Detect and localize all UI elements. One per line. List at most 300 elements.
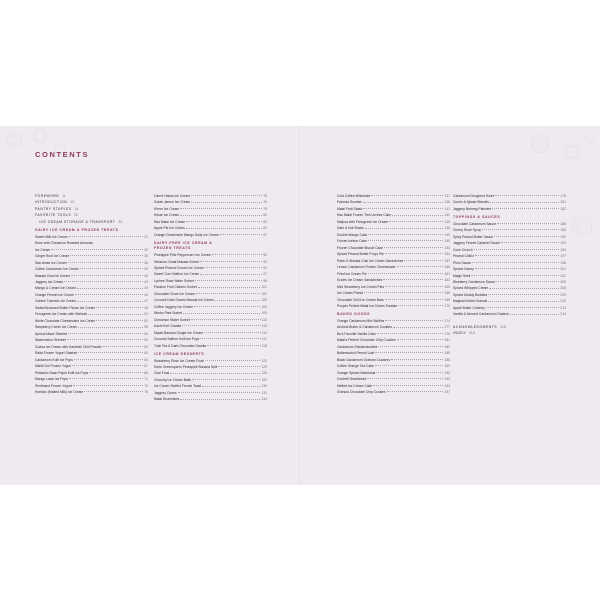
page-number: 60 [144, 344, 148, 349]
entry-title: Raita Frozen Yogurt Sherbet [35, 351, 78, 356]
page-number: 193 [560, 241, 566, 246]
dot-leader [195, 280, 262, 281]
page-number: 43 [144, 280, 148, 285]
entry-title: Cardamom Snickerdoodles [337, 344, 378, 349]
page-number: 193 [444, 377, 450, 382]
entry-title: Jaggery Fennel Caramel Sauce [453, 241, 501, 246]
entry-title: Granola Chocolate Chip Cookies [337, 389, 386, 394]
page-number: 98 [263, 278, 267, 283]
dot-leader [488, 301, 559, 302]
dot-leader [200, 338, 260, 339]
toc-column-1 [35, 193, 148, 395]
page-number: 75 [144, 389, 148, 394]
section-heading: TOPPINGS & SAUCES [453, 214, 501, 219]
toc-front-matter-entry[interactable] [453, 330, 566, 336]
entry-title: Mango & Cream Ice Cream [35, 286, 76, 291]
dot-leader [200, 261, 262, 262]
page-number: 137 [444, 194, 450, 198]
entry-title: Dorie Greenspan's Pineapple Banana Split [154, 364, 218, 369]
page-number: 189 [444, 364, 450, 369]
dot-leader [103, 346, 144, 347]
entry-title: Ras Malai Ice Cream [154, 219, 186, 224]
section-heading: DAIRY ICE CREAM & FROZEN TREATS [35, 227, 119, 232]
page-number: 213 [560, 305, 566, 310]
entry-title: Coffee Cardamom Ice Cream [35, 267, 79, 272]
entry-title: Maple Banana Ginger Ice Cream [154, 330, 203, 335]
dot-leader [391, 359, 443, 360]
entry-title: White Chocolate Cheesecake Ice Cream [35, 318, 96, 323]
page-number: 83 [263, 219, 267, 224]
dot-leader [385, 320, 443, 321]
page-number: 11 [62, 194, 66, 198]
entry-title: Spicy Peanut Butter Sauce [453, 234, 493, 239]
toc-entry[interactable] [154, 343, 267, 349]
dot-leader [80, 268, 144, 269]
page-number: 190 [560, 234, 566, 239]
page-number: 186 [560, 221, 566, 226]
page-number: 206 [560, 286, 566, 291]
page-number: 35 [144, 254, 148, 259]
dot-leader [471, 275, 559, 276]
page-number: 198 [560, 260, 566, 265]
page-number: 125 [261, 364, 267, 369]
entry-title: Eccles Ice Cream Sandwiches [337, 278, 383, 283]
entry-title: Gulab Jamun Ice Cream [154, 200, 191, 205]
page-number: 106 [261, 304, 267, 309]
entry-title: FAVORITE TOOLS [35, 213, 72, 218]
floral-ornament-top-left [2, 128, 72, 168]
page-number: 201 [560, 267, 566, 272]
entry-title: Butterscotch Fennel Loaf [337, 351, 375, 356]
page-number: 97 [263, 272, 267, 277]
page-number: 48 [144, 305, 148, 310]
entry-title: Carrot Halwa Ice Cream [154, 194, 190, 198]
dot-leader [212, 254, 262, 255]
entry-title: Sweet Milk Ice Cream [35, 234, 68, 239]
entry-title: Crunchy Ice Cream Balls [154, 377, 191, 382]
toc-entry[interactable] [154, 396, 267, 402]
page-number: 13 [70, 200, 74, 205]
page-number: 110 [261, 317, 267, 322]
dot-leader [67, 339, 144, 340]
page-number: 186 [444, 357, 450, 362]
page-number: 202 [560, 273, 566, 278]
dot-leader [204, 332, 261, 333]
dot-leader [475, 255, 560, 256]
dot-leader [74, 359, 143, 360]
dot-leader [375, 352, 443, 353]
dot-leader [496, 281, 559, 282]
entry-title: Cinnamon Water Sorbet [154, 317, 190, 322]
dot-leader [207, 345, 260, 346]
entry-title: Mishti Doi Frozen Yogurt [35, 364, 72, 369]
page-number: 20 [74, 213, 78, 218]
dot-leader [72, 365, 143, 366]
dot-leader [495, 195, 559, 196]
page-number: 182 [444, 344, 450, 349]
page-number: 113 [261, 324, 267, 329]
entry-title: Frozen Icebox Cake [337, 239, 367, 244]
page-number: 31 [144, 234, 148, 239]
dot-leader [486, 307, 560, 308]
dot-leader [389, 221, 443, 222]
dot-leader [73, 385, 143, 386]
toc-entry[interactable] [453, 206, 566, 212]
page-number: 181 [444, 338, 450, 343]
page-number: 117 [261, 337, 267, 342]
page-number: 94 [263, 266, 267, 271]
page-number: 80 [263, 213, 267, 218]
entry-title: Masala Chai Ice Cream [35, 273, 70, 278]
page-number: 210 [560, 299, 566, 304]
entry-title: Tulsi Tea & Dark Chocolate Granita [154, 343, 207, 348]
dot-leader [393, 327, 444, 328]
entry-title: Chocolate Chili Ice Cream Bars [337, 297, 384, 302]
page-number: 84 [263, 226, 267, 231]
dot-leader [69, 378, 143, 379]
section-heading: FROZEN TREATS [154, 246, 191, 251]
page-number: 157 [444, 258, 450, 263]
dot-leader [215, 300, 261, 301]
entry-title: Coconut Date Garam Masala Ice Cream [154, 298, 214, 303]
page-number: 36 [144, 260, 148, 265]
entry-title: Passion Fruit Cilantro Sorbet [154, 285, 197, 290]
page-number: 205 [560, 280, 566, 285]
dot-leader [170, 373, 260, 374]
page-number: 149 [444, 232, 450, 237]
page-number: 109 [261, 311, 267, 316]
dot-leader [218, 366, 260, 367]
entry-title: Spiced Muddy Buddies [453, 292, 488, 297]
entry-title: Salted Browned Butter Pecan Ice Cream [35, 305, 96, 310]
toc-column-3 [337, 193, 450, 395]
dot-leader [397, 339, 444, 340]
dot-leader [492, 208, 559, 209]
dot-leader [384, 247, 444, 248]
dot-leader [192, 379, 260, 380]
dot-leader [489, 288, 559, 289]
page-number: 79 [263, 206, 267, 211]
dot-leader [373, 385, 443, 386]
entry-title: Orange Fennel Ice Cream [35, 292, 74, 297]
floral-ornament-top-right [520, 130, 598, 174]
entry-title: Ice Cream Pheda [337, 291, 364, 296]
dot-leader [376, 372, 443, 373]
entry-title: Cherry Rose Syrup [453, 228, 482, 233]
page-number: 102 [261, 291, 267, 296]
entry-title: Chocolate Clove Ice Cream [154, 291, 195, 296]
dot-leader [191, 195, 262, 196]
page-number: 40 [144, 273, 148, 278]
toc-entry[interactable] [337, 303, 450, 309]
entry-title: Pineapple Pink Peppercorn Ice Cream [154, 253, 211, 258]
entry-title: Double Mango Cake [337, 232, 368, 237]
entry-title: Jaggery Nutmeg Palmiers [453, 206, 492, 211]
entry-title: Horlicks (Malted Milk) Ice Cream [35, 389, 84, 394]
entry-title: Fenugreek Ice Cream with Walnuts [35, 312, 88, 317]
page-number: 178 [560, 194, 566, 198]
dot-leader [78, 327, 143, 328]
dot-leader [200, 274, 262, 275]
page-number: 142 [444, 213, 450, 218]
entry-title: Spiced Whipped Cream [453, 286, 489, 291]
dot-leader [183, 313, 260, 314]
dot-leader [475, 268, 560, 269]
entry-title: Spiced Honey [453, 267, 474, 272]
entry-title: Cardamom Kulfi Ice Pops [35, 357, 73, 362]
entry-title: Kachi Keri Granita [154, 324, 182, 329]
entry-title: Jaggery Ice Cream [35, 280, 64, 285]
dot-leader [202, 386, 260, 387]
dot-leader [510, 314, 560, 315]
page-number: 67 [144, 364, 148, 369]
dot-leader [180, 399, 260, 400]
page-number: 133 [261, 390, 267, 395]
page-number: 154 [444, 252, 450, 257]
page-number: 129 [261, 377, 267, 382]
dot-leader [88, 314, 143, 315]
entry-title: Nimbu Pani Sorbet [154, 311, 183, 316]
dot-leader [383, 279, 443, 280]
entry-title: Rose with Cinnamon Roasted Almonds [35, 241, 93, 246]
dot-leader [387, 391, 444, 392]
toc-entry[interactable] [337, 389, 450, 395]
dot-leader [371, 195, 443, 196]
toc-front-matter-entry[interactable] [35, 219, 148, 225]
entry-title: Vanilla & Almond Cardamom Clusters [453, 312, 509, 317]
page-number: 216 [500, 324, 506, 329]
entry-title: Magic Shell [453, 273, 471, 278]
entry-title: Coconut Saffron Kulfi Ice Pops [154, 337, 200, 342]
dot-leader [365, 228, 444, 229]
entry-title: Chocolate Cardamom Sauce [453, 221, 496, 226]
entry-title: Hibiscus Chaat Masala Sorbet [154, 259, 199, 264]
entry-title: Ice Cream Stuffed French Toast [154, 384, 202, 389]
page-number: 190 [444, 370, 450, 375]
entry-title: ACKNOWLEDGMENTS [453, 324, 498, 329]
page-number: 118 [261, 343, 267, 348]
page-number: 134 [261, 397, 267, 402]
dot-leader [68, 262, 144, 263]
dot-leader [96, 307, 143, 308]
entry-title: Lychee Rose Water Sorbet [154, 278, 194, 283]
entry-title: Ras Malai Frozen Tres Leches Cake [337, 213, 392, 218]
entry-title: Apple Butter Chutney [453, 305, 485, 310]
dot-leader [205, 267, 262, 268]
entry-title: Sweet Corn Saffron Ice Cream [154, 272, 200, 277]
dot-leader [186, 221, 262, 222]
page-number: 214 [560, 312, 566, 317]
entry-title: Coffee Jaggery Ice Cream [154, 304, 193, 309]
page-number: 87 [263, 232, 267, 237]
entry-title: Raspberry Cumin Ice Cream [35, 325, 78, 330]
entry-title: Cold Coffee Milkshake [337, 194, 371, 198]
entry-title: Mango Lassi Ice Pops [35, 377, 68, 382]
floral-ornament-mid-right [560, 206, 600, 246]
entry-title: Golden Turmeric Ice Cream [35, 299, 77, 304]
dot-leader [186, 228, 263, 229]
toc-entry[interactable] [154, 232, 267, 238]
page-number: 153 [444, 245, 450, 250]
page-number: 63 [144, 351, 148, 356]
page-number: 71 [144, 377, 148, 382]
entry-title: Kesar Ice Cream [154, 213, 180, 218]
dot-leader [494, 236, 559, 237]
page-number: 197 [444, 389, 450, 394]
page-number: 145 [444, 219, 450, 224]
page-number: 45 [144, 292, 148, 297]
page-number: 166 [444, 291, 450, 296]
page-title: CONTENTS [35, 150, 90, 159]
page-number: 68 [144, 370, 148, 375]
entry-title: Apricot Mace Sherbet [35, 331, 68, 336]
dot-leader [68, 333, 143, 334]
page-number: 182 [560, 206, 566, 211]
page-number: 218 [468, 331, 475, 336]
entry-title: Magical Indian Granola [453, 299, 488, 304]
book-spread [0, 126, 600, 485]
entry-title: Malai's Perfect Chocolate Chip Cookies [337, 338, 396, 343]
dot-leader [392, 215, 443, 216]
dot-leader [497, 223, 559, 224]
entry-title: Melted Ice Cream Cake [337, 383, 373, 388]
entry-title: Ice Cream [35, 247, 51, 252]
entry-title: Pistachio Saan Papdi Kulfi Ice Pops [35, 370, 89, 375]
entry-title: Orange Spiced Nankhatai [337, 370, 376, 375]
page-number: 72 [144, 383, 148, 388]
page-number: 158 [444, 265, 450, 270]
page-number: 56 [144, 331, 148, 336]
page-number: 169 [444, 297, 450, 302]
entry-title: Black Cardamom Graham Crackers [337, 357, 390, 362]
page-number: 141 [444, 206, 450, 211]
page-number: 197 [560, 254, 566, 259]
dot-leader [180, 215, 262, 216]
dot-leader [89, 372, 143, 373]
toc-column-4 [453, 193, 566, 337]
entry-title: Almond Butter & Cardamom Cookies [337, 325, 392, 330]
page-number: 194 [444, 383, 450, 388]
page-number: 114 [261, 330, 267, 335]
page-number: 130 [261, 384, 267, 389]
page-number: 138 [444, 200, 450, 205]
entry-title: Malai Fruit Salad [337, 206, 363, 211]
entry-title: Peanut Chikki [453, 254, 474, 259]
entry-title: Chai Float [154, 371, 170, 376]
page-number: 122 [261, 358, 267, 363]
entry-title: Orange Creamsicle Mango Dolly Ice Cream [154, 232, 219, 237]
dot-leader [363, 202, 444, 203]
entry-title: Jaggery Cones [154, 390, 177, 395]
page-number: 14 [74, 206, 79, 211]
dot-leader [69, 236, 144, 237]
page-number: 44 [144, 286, 148, 291]
page-number: 59 [144, 338, 148, 343]
entry-title: Kheer Ice Cream [154, 206, 180, 211]
entry-title: Plum Sauce [453, 260, 472, 265]
dot-leader [368, 273, 444, 274]
dot-leader [196, 293, 261, 294]
dot-leader [472, 262, 559, 263]
page-number: 150 [444, 239, 450, 244]
section-heading: BAKED GOODS [337, 311, 371, 316]
dot-leader [375, 365, 444, 366]
entry-title: Date & Nut Shake [337, 226, 364, 231]
page-number: 177 [444, 325, 450, 330]
dot-leader [70, 255, 143, 256]
entry-title: Bo's Favorite Vanilla Cake [337, 331, 376, 336]
dot-leader [51, 249, 143, 250]
page-number: 51 [144, 312, 148, 317]
dot-leader [377, 333, 444, 334]
page-number: 126 [261, 371, 267, 376]
entry-title: Faloodа Sundae [337, 200, 362, 205]
entry-title: Mini Strawberry Ice Cream Pies [337, 284, 385, 289]
dot-leader [501, 242, 559, 243]
page-number: 39 [144, 267, 148, 272]
page-number: 76 [263, 200, 267, 205]
dot-leader [191, 319, 261, 320]
entry-title: Watermelon Sherbet [35, 338, 66, 343]
dot-leader [78, 352, 143, 353]
dot-leader [378, 346, 443, 347]
dot-leader [96, 320, 143, 321]
dot-leader [404, 260, 443, 261]
dot-leader [180, 208, 262, 209]
dot-leader [220, 234, 263, 235]
toc-entry[interactable] [35, 389, 148, 395]
entry-title: Malpua with Fenugreek Ice Cream [337, 219, 389, 224]
entry-title: Cumin & Ajwain Biscuits [453, 200, 489, 205]
page-number: 55 [144, 325, 148, 330]
page-number: 189 [560, 228, 566, 233]
page-number: 93 [263, 259, 267, 264]
entry-title: Poojа's Perfect Malai Ice Cream Sundae [337, 303, 398, 308]
dot-leader [368, 234, 443, 235]
page-number: 194 [560, 247, 566, 252]
entry-title: Confetti Shortbread [337, 377, 366, 382]
dot-leader [205, 360, 261, 361]
dot-leader [77, 288, 144, 289]
page-number: 161 [444, 271, 450, 276]
entry-title: Shrikhand Frozen Yogurt [35, 383, 72, 388]
dot-leader [385, 286, 443, 287]
page-number: 75 [263, 194, 267, 198]
page-number: 64 [144, 357, 148, 362]
entry-title: PANTRY STAPLES [35, 206, 72, 211]
dot-leader [474, 249, 560, 250]
dot-leader [385, 299, 444, 300]
page-number: 90 [263, 253, 267, 258]
entry-title: INTRODUCTION [35, 200, 68, 205]
dot-leader [84, 391, 143, 392]
entry-title: Lemon Cardamom Frozen Cheesecake [337, 265, 396, 270]
page-number: 209 [560, 292, 566, 297]
entry-title: Cardamom Doughnut Holes [453, 194, 495, 198]
page-number: 47 [144, 299, 148, 304]
dot-leader [488, 294, 559, 295]
dot-leader [385, 253, 444, 254]
dot-leader [77, 301, 143, 302]
page-number: 174 [444, 318, 450, 323]
entry-title: Malai Drumsticks [154, 397, 180, 402]
entry-title: Star Anise Ice Cream [35, 260, 67, 265]
dot-leader [191, 202, 262, 203]
page-number: 170 [444, 303, 450, 308]
entry-title: Coffee Orange Tea Cake [337, 364, 374, 369]
page-number: 162 [444, 278, 450, 283]
dot-leader [194, 306, 260, 307]
